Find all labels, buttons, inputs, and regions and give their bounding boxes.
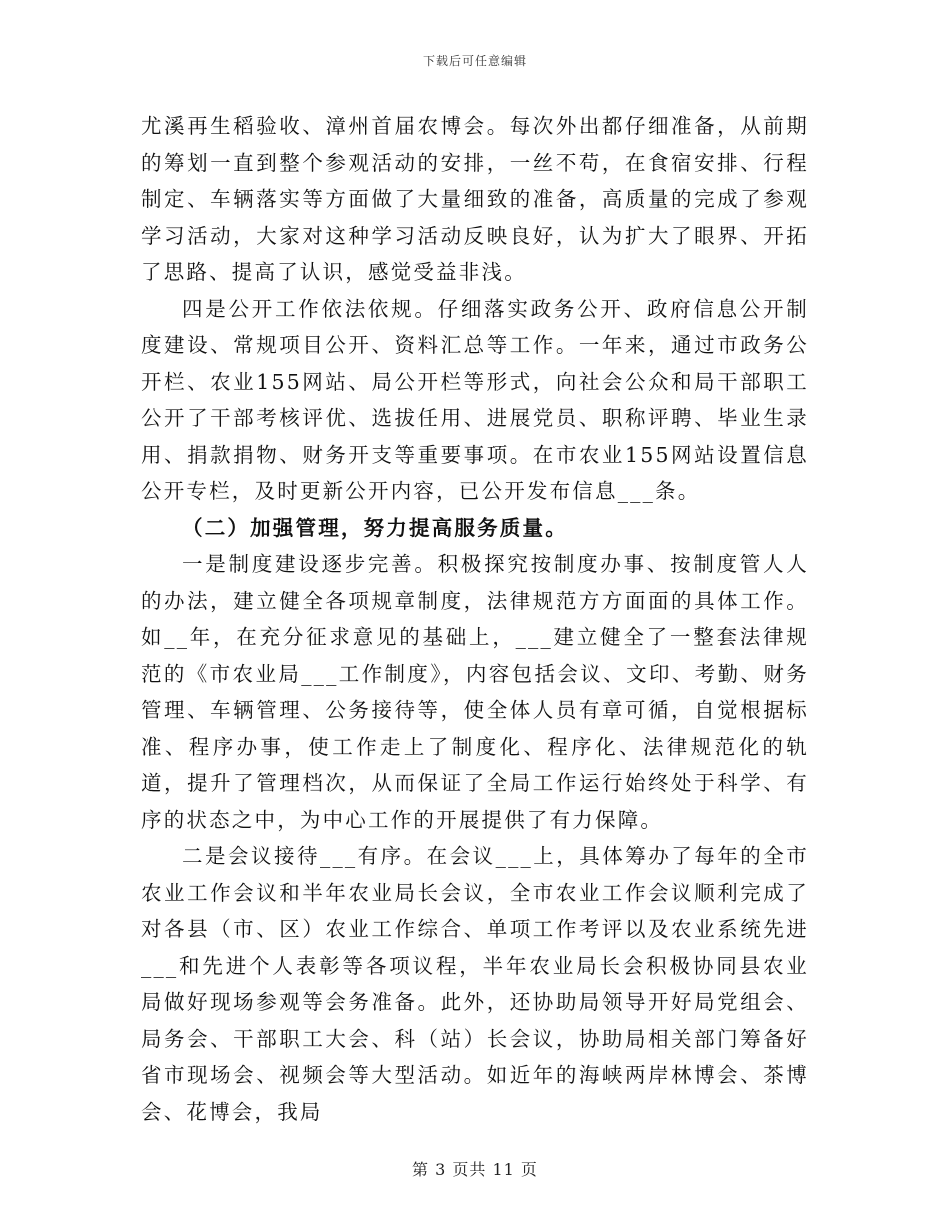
paragraph-public-work: 四是公开工作依法依规。仔细落实政务公开、政府信息公开制度建设、常规项目公开、资料汇总等工作。一年来，通过市政务公开栏、农业155网站、局公开栏等形式，向社会公众和局干部职工公开了干部考核评优、选拔任用、进展党员、职称评聘、毕业生录用、捐款捐物、财务开支等重要事项。在市农业155网站设置信息公开专栏，及时更新公开内容，已公开发布信息___条。 bbox=[141, 296, 809, 503]
page-footer: 第 3 页共 11 页 bbox=[412, 1160, 538, 1179]
section-heading: （二）加强管理，努力提高服务质量。 bbox=[182, 515, 568, 540]
paragraph-meeting-reception: 二是会议接待___有序。在会议___上，具体筹办了每年的全市农业工作会议和半年农业局长会议，全市农业工作会议顺利完成了对各县（市、区）农业工作综合、单项工作考评以及农业系统先进___和先进个人表彰等各项议程，半年农业局长会积极协同县农业局做好现场参观等会务准备。此外，还协助局领导开好局党组会、局务会、干部职工大会、科（站）长会议，协助局相关部门筹备好省市现场会、视频会等大型活动。如近年的海峡两岸林博会、茶博会、花博会，我局 bbox=[141, 844, 809, 1124]
page-header: 下载后可任意编辑 bbox=[422, 54, 527, 68]
document-body bbox=[141, 108, 809, 1130]
paragraph-system-building: 一是制度建设逐步完善。积极探究按制度办事、按制度管人人的办法，建立健全各项规章制度，法律规范方方面面的具体工作。如__年，在充分征求意见的基础上，___建立健全了一整套法律规范的《市农业局___工作制度》，内容包括会议、文印、考勤、财务管理、车辆管理、公务接待等，使全体人员有章可循，自觉根据标准、程序办事，使工作走上了制度化、程序化、法律规范化的轨道，提升了管理档次，从而保证了全局工作运行始终处于科学、有序的状态之中，为中心工作的开展提供了有力保障。 bbox=[141, 552, 809, 832]
paragraph-continuation: 尤溪再生稻验收、漳州首届农博会。每次外出都仔细准备，从前期的筹划一直到整个参观活动的安排，一丝不苟，在食宿安排、行程制定、车辆落实等方面做了大量细致的准备，高质量的完成了参观学习活动，大家对这种学习活动反映良好，认为扩大了眼界、开拓了思路、提高了认识，感觉受益非浅。 bbox=[141, 114, 809, 284]
